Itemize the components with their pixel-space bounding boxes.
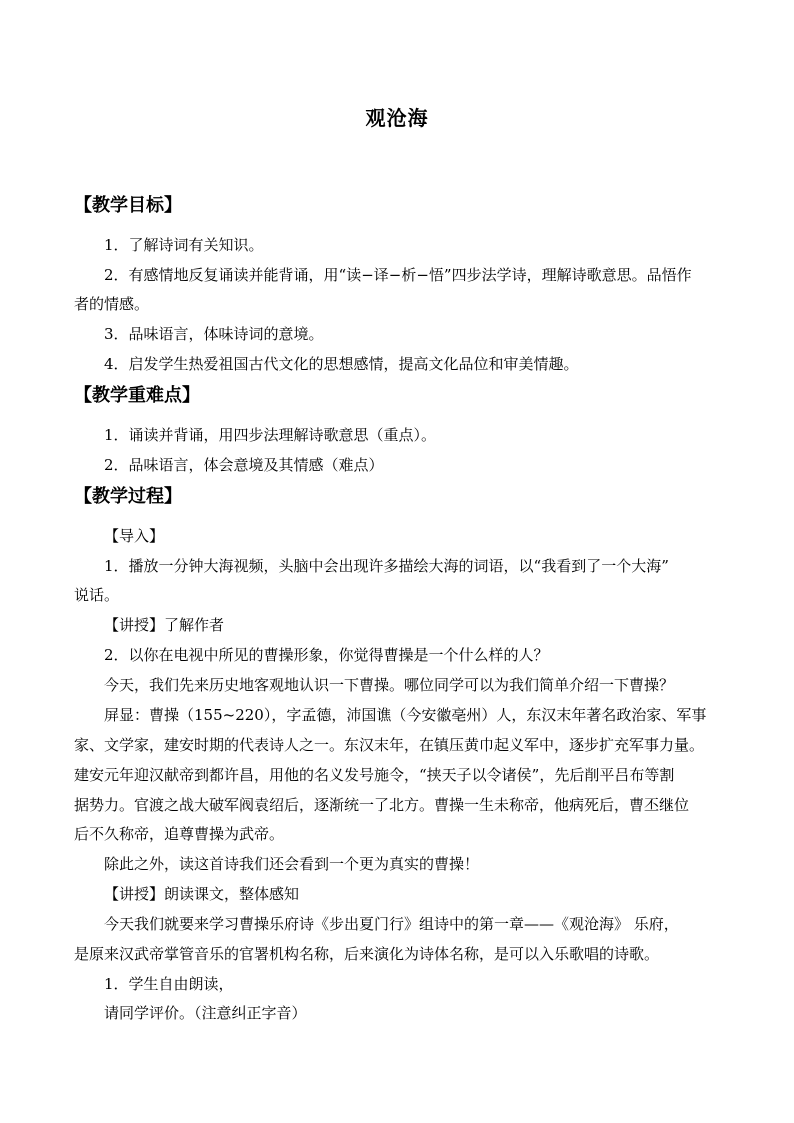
process-line: 是原来汉武帝掌管音乐的官署机构名称，后来演化为诗体名称，是可以入乐歌唱的诗歌。 xyxy=(74,945,660,963)
process-line: 【讲授】了解作者 xyxy=(104,616,225,634)
keypoint-line: 1．诵读并背诵，用四步法理解诗歌意思（重点）。 xyxy=(104,426,437,444)
process-line: 【导入】 xyxy=(104,527,165,545)
process-line: 除此之外，读这首诗我们还会看到一个更为真实的曹操！ xyxy=(104,855,480,873)
process-line: 今天我们就要来学习曹操乐府诗《步出夏门行》组诗中的第一章——《观沧海》 乐府， xyxy=(104,915,679,933)
goal-line: 2．有感情地反复诵读并能背诵，用“读−译−析−悟”四步法学诗，理解诗歌意思。品悟作 xyxy=(104,266,692,284)
process-line: 建安元年迎汉献帝到都许昌，用他的名义发号施令，“挟天子以令诸侯”，先后削平吕布等割 xyxy=(74,766,675,784)
process-line: 家、文学家，建安时期的代表诗人之一。东汉末年，在镇压黄巾起义军中，逐步扩充军事力量。 xyxy=(74,736,705,754)
keypoint-line: 2．品味语言，体会意境及其情感（难点） xyxy=(104,456,384,474)
goal-line: 3．品味语言，体味诗词的意境。 xyxy=(104,325,324,343)
process-line: 后不久称帝，追尊曹操为武帝。 xyxy=(74,825,285,843)
keypoints-heading: 【教学重难点】 xyxy=(74,385,200,406)
process-line: 屏显：曹操（155~220），字孟德，沛国谯（今安徽亳州）人，东汉末年著名政治家、军事 xyxy=(104,706,707,724)
goal-line: 1．了解诗词有关知识。 xyxy=(104,236,264,254)
goal-line: 者的情感。 xyxy=(74,295,150,313)
process-line: 说话。 xyxy=(74,586,120,604)
process-heading: 【教学过程】 xyxy=(74,486,182,507)
goals-heading: 【教学目标】 xyxy=(74,195,182,216)
process-line: 据势力。官渡之战大破军阀袁绍后，逐渐统一了北方。曹操一生未称帝，他病死后，曹丕继位 xyxy=(74,796,690,814)
process-line: 1．学生自由朗读， xyxy=(104,975,234,993)
process-line: 2．以你在电视中所见的曹操形象，你觉得曹操是一个什么样的人？ xyxy=(104,646,549,664)
document-title: 观沧海 xyxy=(365,106,429,130)
process-line: 【讲授】朗读课文，整体感知 xyxy=(104,885,300,903)
process-line: 1．播放一分钟大海视频，头脑中会出现许多描绘大海的词语，以“我看到了一个大海” xyxy=(104,557,669,575)
process-line: 今天，我们先来历史地客观地认识一下曹操。哪位同学可以为我们简单介绍一下曹操？ xyxy=(104,676,675,694)
process-line: 请同学评价。（注意纠正字音） xyxy=(104,1004,307,1022)
goal-line: 4．启发学生热爱祖国古代文化的思想感情，提高文化品位和审美情趣。 xyxy=(104,355,579,373)
